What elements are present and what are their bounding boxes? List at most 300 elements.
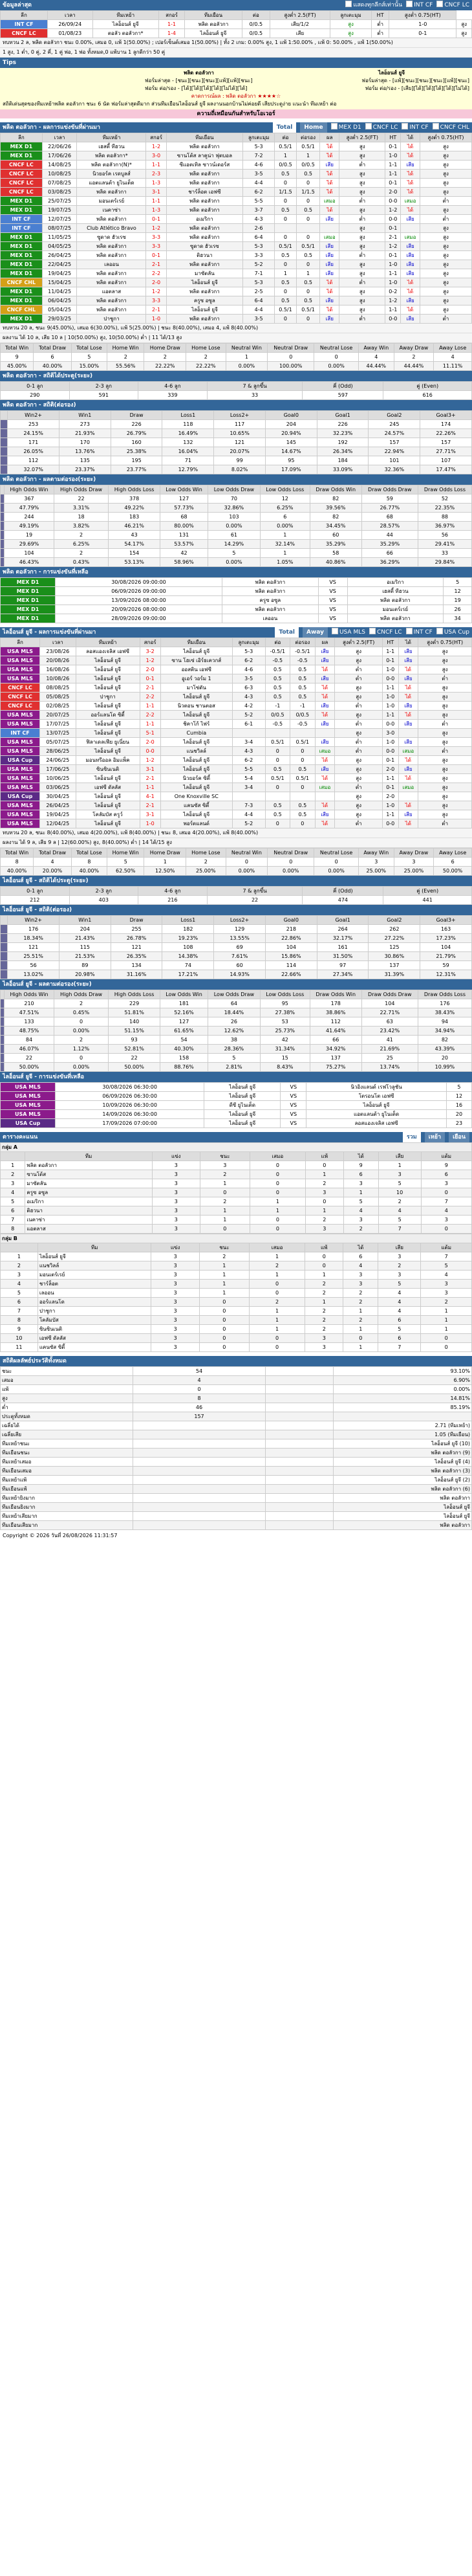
checkbox-icon[interactable] bbox=[436, 628, 443, 634]
table-cell[interactable]: พลิด ตอลัวกา bbox=[185, 20, 242, 29]
table-cell[interactable]: มอนเตร์เรย์ bbox=[38, 1271, 151, 1280]
table-cell: 121 bbox=[8, 943, 59, 952]
table-cell[interactable]: ไลอ็อนส์ ยูจี bbox=[166, 278, 242, 287]
table-row bbox=[1, 961, 472, 970]
league-badge[interactable]: MEX D1 bbox=[1, 578, 56, 587]
checkbox-icon[interactable] bbox=[433, 123, 439, 129]
table-cell[interactable]: แคนซัส ซิตี้ bbox=[38, 1343, 151, 1352]
table-cell[interactable]: พลิด ตอลัวกา bbox=[77, 242, 146, 251]
table-cell: 3 bbox=[151, 1334, 199, 1343]
table-cell[interactable]: พลิด ตอลัวกา bbox=[77, 215, 146, 224]
table-cell[interactable]: ไลอ็อนส์ ยูจี bbox=[76, 656, 140, 665]
table-cell[interactable]: อเมริกา bbox=[25, 1197, 152, 1206]
table-cell[interactable]: ปาชูกา bbox=[38, 1307, 151, 1316]
tips-box bbox=[0, 68, 472, 109]
filter-option[interactable]: INT CF bbox=[402, 122, 428, 133]
league-badge[interactable]: CNCF LC bbox=[1, 29, 48, 38]
table-row bbox=[1, 224, 472, 233]
league-badge[interactable]: MEX D1 bbox=[1, 296, 43, 305]
table-cell[interactable]: ไลอ็อนส์ ยูจี bbox=[160, 738, 232, 747]
table-cell: 3-1 bbox=[140, 810, 160, 819]
table-cell[interactable]: ปาชูกา bbox=[77, 315, 146, 324]
table-cell: 1-1 bbox=[146, 197, 166, 206]
league-badge[interactable]: CNCF LC bbox=[1, 179, 43, 188]
checkbox-icon[interactable] bbox=[365, 123, 372, 129]
table-cell: 29.84% bbox=[418, 558, 471, 567]
table-cell[interactable]: เลออน bbox=[222, 614, 318, 623]
filter-option[interactable]: INT CF bbox=[406, 0, 433, 10]
table-cell[interactable]: ไลอ็อนส์ ยูจี bbox=[160, 693, 232, 702]
league-badge[interactable]: USA MLS bbox=[1, 819, 40, 828]
table-cell[interactable]: ไลอ็อนส์ ยูจี bbox=[76, 801, 140, 810]
table-cell: 22.22% bbox=[186, 362, 226, 371]
table-cell[interactable]: ไลอ็อนส์ ยูจี bbox=[166, 305, 242, 315]
table-cell[interactable]: นิวยอร์ค ซิตี้ bbox=[160, 774, 232, 783]
table-cell[interactable]: ไลอ็อนส์ ยูจี bbox=[160, 756, 232, 765]
filter-option[interactable]: CNCF LC bbox=[365, 122, 398, 133]
table-cell[interactable]: ออสติน เอฟซี bbox=[160, 665, 232, 674]
table-cell: 121 bbox=[111, 943, 162, 952]
league-badge[interactable]: USA MLS bbox=[1, 647, 40, 656]
table-cell[interactable]: พลิด ตอลัวกา bbox=[166, 142, 242, 151]
table-cell[interactable]: Club Atlético Bravo bbox=[77, 224, 146, 233]
table-cell: 22.66% bbox=[265, 970, 317, 979]
table-cell[interactable]: ไลอ็อนส์ ยูจี bbox=[160, 647, 232, 656]
table-cell: 6 bbox=[34, 353, 72, 362]
table-row bbox=[1, 702, 472, 711]
table-cell: 36.29% bbox=[361, 558, 418, 567]
table-cell: 0 bbox=[199, 1298, 249, 1307]
table-header-row bbox=[1, 1243, 472, 1252]
table-cell[interactable]: โตรอนโต เอฟซี bbox=[306, 1092, 447, 1101]
league-badge[interactable]: INT CF bbox=[1, 224, 43, 233]
column-header: คู่ (Even) bbox=[383, 887, 472, 896]
table-cell[interactable]: เฮสตี้ ทีฮวน bbox=[77, 142, 146, 151]
tab-away-recent-header-0[interactable]: Total bbox=[275, 627, 299, 638]
table-cell[interactable]: ชิคาโก้ ไฟร์ bbox=[160, 720, 232, 729]
filter-option[interactable]: USA MLS bbox=[332, 627, 365, 638]
table-cell[interactable]: ไลอ็อนส์ ยูจี bbox=[76, 674, 140, 683]
column-header: Total Win bbox=[1, 344, 34, 353]
table-cell[interactable]: ไลอ็อนส์ ยูจี bbox=[204, 1110, 281, 1119]
table-cell[interactable]: โคลัมบัส bbox=[38, 1316, 151, 1325]
table-cell[interactable]: มอนทรีออล อิมแพ็ค bbox=[76, 756, 140, 765]
table-cell: 216 bbox=[138, 896, 208, 905]
table-cell: 3 bbox=[378, 1170, 421, 1179]
league-badge[interactable]: USA MLS bbox=[1, 774, 40, 783]
table-cell: 0.00% bbox=[54, 1063, 109, 1072]
table-cell[interactable]: Cumbia bbox=[160, 729, 232, 738]
filter-option[interactable]: CNCF CHL bbox=[433, 122, 469, 133]
league-badge[interactable]: USA MLS bbox=[1, 1101, 56, 1110]
table-cell[interactable]: ซินซินเนติ bbox=[38, 1325, 151, 1334]
league-badge[interactable]: USA MLS bbox=[1, 665, 40, 674]
table-cell[interactable]: ลอสแองเจลิส เอฟซี bbox=[76, 647, 140, 656]
table-cell[interactable]: พลิด ตอลัวกา bbox=[166, 170, 242, 179]
league-badge[interactable]: MEX D1 bbox=[1, 251, 43, 260]
league-badge[interactable]: USA MLS bbox=[1, 674, 40, 683]
table-cell[interactable]: ซานโต้ส ลาคูน่า ฟุตบอล bbox=[166, 151, 242, 161]
league-badge[interactable]: CNCF LC bbox=[1, 161, 43, 170]
checkbox-icon[interactable] bbox=[436, 1, 443, 7]
table-cell: 0 bbox=[343, 1334, 378, 1343]
table-cell[interactable]: ไลอ็อนส์ ยูจี bbox=[76, 720, 140, 729]
table-cell[interactable]: มาซัตลัน bbox=[166, 269, 242, 278]
table-cell: 0.00% bbox=[226, 867, 268, 876]
table-cell[interactable]: ครูซ อซูล bbox=[222, 596, 318, 605]
table-cell: 89 bbox=[59, 961, 111, 970]
table-cell: 52.81% bbox=[109, 1045, 160, 1054]
league-badge[interactable]: USA MLS bbox=[1, 1083, 56, 1092]
table-cell[interactable]: พลิด ตอลัวกา(N)* bbox=[77, 161, 146, 170]
table-cell[interactable]: แอตลาส bbox=[77, 287, 146, 296]
table-cell[interactable]: พลิด ตอลัวกา bbox=[77, 278, 146, 287]
table-cell[interactable]: ซูดาด ฮัวเรซ bbox=[166, 242, 242, 251]
table-cell[interactable]: อเมริกา bbox=[166, 215, 242, 224]
table-cell[interactable]: พลิด ตอลัวกา bbox=[77, 305, 146, 315]
table-cell[interactable]: ไลอ็อนส์ ยูจี bbox=[38, 1252, 151, 1261]
stat-value: ไลอ็อนส์ ยูจี bbox=[334, 1503, 472, 1512]
table-cell: สูง bbox=[418, 729, 472, 738]
tab-standings-header-0[interactable]: รวม bbox=[403, 1132, 421, 1142]
table-cell[interactable]: เฮสตี้ ทีฮวน bbox=[347, 587, 444, 596]
league-badge[interactable]: MEX D1 bbox=[1, 260, 43, 269]
league-badge[interactable]: MEX D1 bbox=[1, 605, 56, 614]
table-cell[interactable]: ซินซินเนติ bbox=[76, 765, 140, 774]
table-cell: 161 bbox=[317, 943, 369, 952]
table-cell: 3 bbox=[151, 1271, 199, 1280]
filter-option[interactable]: INT CF bbox=[406, 627, 433, 638]
table-cell[interactable]: ไลอ็อนส์ ยูจี bbox=[204, 1092, 281, 1101]
table-cell[interactable]: พลิด ตอลัวกา bbox=[166, 260, 242, 269]
column-header: ลูกเตะมุม bbox=[232, 638, 265, 647]
row-label bbox=[1, 429, 8, 438]
table-cell: 0.5/1 bbox=[265, 738, 290, 747]
league-badge[interactable]: INT CF bbox=[1, 20, 48, 29]
table-row bbox=[1, 1179, 472, 1188]
tab-home-recent-header-1[interactable]: Home bbox=[300, 122, 327, 133]
filter-option[interactable]: CNCF LC bbox=[369, 627, 402, 638]
table-cell[interactable]: พลิด ตอลัวกา bbox=[77, 188, 146, 197]
table-cell: 0 bbox=[296, 179, 320, 188]
league-badge[interactable]: USA Cup bbox=[1, 756, 40, 765]
column-header: เวลา bbox=[47, 11, 92, 20]
league-badge[interactable]: MEX D1 bbox=[1, 151, 43, 161]
league-badge[interactable]: USA MLS bbox=[1, 801, 40, 810]
table-cell[interactable]: ตอลัว ตอลัวกา* bbox=[92, 29, 158, 38]
table-cell[interactable]: ไลอ็อนส์ ยูจี bbox=[160, 783, 232, 792]
table-cell: สูง bbox=[418, 711, 472, 720]
league-badge[interactable]: USA MLS bbox=[1, 765, 40, 774]
table-cell: 38.43% bbox=[418, 1008, 471, 1017]
table-cell[interactable]: แอตแลนต้า ยูไนเต็ด bbox=[77, 179, 146, 188]
table-cell[interactable]: ไลอ็อนส์ ยูจี bbox=[76, 792, 140, 801]
table-cell: 2 bbox=[107, 353, 144, 362]
league-badge[interactable]: MEX D1 bbox=[1, 269, 43, 278]
table-cell[interactable]: แนชวิลล์ bbox=[38, 1261, 151, 1271]
league-badge[interactable]: USA MLS bbox=[1, 720, 40, 729]
table-cell[interactable]: พลิด ตอลัวกา bbox=[25, 1161, 152, 1170]
table-cell: สูง bbox=[335, 765, 383, 774]
table-cell[interactable]: ติฮวนา bbox=[166, 251, 242, 260]
league-badge[interactable]: MEX D1 bbox=[1, 233, 43, 242]
table-cell[interactable]: พลิด ตอลัวกา bbox=[77, 269, 146, 278]
tab-away-recent-header-1[interactable]: Away bbox=[303, 627, 328, 638]
table-cell: เสีย bbox=[315, 674, 335, 683]
checkbox-icon[interactable] bbox=[345, 1, 352, 7]
column-header: ลีก bbox=[1, 11, 48, 20]
table-cell[interactable]: แอตลาส bbox=[25, 1225, 152, 1234]
league-badge[interactable]: USA Cup bbox=[1, 1119, 56, 1128]
table-cell: 40.86% bbox=[310, 558, 361, 567]
tab-standings-header-1[interactable]: เหย้า bbox=[425, 1132, 445, 1142]
table-cell[interactable]: ซีแอตเทิล ซาวน์เดอร์ส bbox=[166, 161, 242, 170]
checkbox-icon[interactable] bbox=[369, 628, 376, 634]
league-badge[interactable]: USA MLS bbox=[1, 1092, 56, 1101]
table-cell[interactable]: ครูซ อซูล bbox=[25, 1188, 152, 1197]
table-cell: 53.57% bbox=[160, 540, 208, 549]
table-cell[interactable]: พลิด ตอลัวกา bbox=[166, 179, 242, 188]
table-row bbox=[1, 747, 472, 756]
stat-value: ไลอ็อนส์ ยูจี (2) bbox=[334, 1476, 472, 1485]
table-cell[interactable]: One Knoxville SC bbox=[160, 792, 232, 801]
column-header: Total Draw bbox=[34, 344, 72, 353]
filter-option[interactable]: USA Cup bbox=[436, 627, 469, 638]
table-cell[interactable]: พลิด ตอลัวกา bbox=[166, 233, 242, 242]
table-cell: 2 bbox=[200, 1170, 250, 1179]
table-cell[interactable]: ชาร์ล็อต bbox=[38, 1280, 151, 1289]
league-badge[interactable]: MEX D1 bbox=[1, 242, 43, 251]
stat-label: ทีมเยือนเสียมาก bbox=[1, 1521, 133, 1530]
league-badge[interactable]: CNCF LC bbox=[1, 188, 43, 197]
league-badge[interactable]: CNCF CHL bbox=[1, 278, 43, 287]
table-cell[interactable]: พลิด ตอลัวกา bbox=[77, 251, 146, 260]
table-cell[interactable]: ไลอ็อนส์ ยูจี bbox=[160, 765, 232, 774]
checkbox-icon[interactable] bbox=[406, 1, 413, 7]
tab-standings-header-2[interactable]: เยือน bbox=[449, 1132, 469, 1142]
table-cell[interactable]: ไลอ็อนส์ ยูจี bbox=[76, 747, 140, 756]
table-cell[interactable]: ปาชูกา bbox=[76, 693, 140, 702]
table-cell: ต่ำ bbox=[335, 665, 383, 674]
table-cell[interactable]: นิวอิงแลนด์ เรฟโวลูชัน bbox=[306, 1083, 447, 1092]
table-cell: สูง bbox=[420, 269, 471, 278]
table-cell: สูง bbox=[418, 647, 472, 656]
table-cell[interactable]: ครูซ อซูล bbox=[166, 296, 242, 305]
table-cell: 2-5 bbox=[243, 287, 275, 296]
table-cell: 8 bbox=[1, 1316, 38, 1325]
table-cell[interactable]: พลิด ตอลัวกา bbox=[347, 614, 444, 623]
table-cell: สูง bbox=[339, 206, 385, 215]
table-cell[interactable]: ซูดาด ฮัวเรซ bbox=[77, 233, 146, 242]
table-cell[interactable]: ไลอ็อนส์ ยูจี bbox=[160, 711, 232, 720]
table-cell[interactable]: ไลอ็อนส์ ยูจี bbox=[306, 1101, 447, 1110]
table-cell[interactable]: ซานโต้ส bbox=[25, 1170, 152, 1179]
table-cell: 0 bbox=[199, 1316, 249, 1325]
league-badge[interactable]: MEX D1 bbox=[1, 614, 56, 623]
league-badge[interactable]: USA MLS bbox=[1, 1110, 56, 1119]
table-cell[interactable]: พลิด ตอลัวกา* bbox=[77, 151, 146, 161]
league-badge[interactable]: CNCF CHL bbox=[1, 305, 43, 315]
league-badge[interactable]: CNCF LC bbox=[1, 702, 40, 711]
table-cell[interactable]: มาซัตลัน bbox=[25, 1179, 152, 1188]
table-cell[interactable]: พลิด ตอลัวกา bbox=[347, 596, 444, 605]
league-badge[interactable]: USA Cup bbox=[1, 792, 40, 801]
table-cell[interactable]: เลออน bbox=[38, 1289, 151, 1298]
table-cell: 2-0 bbox=[385, 188, 401, 197]
league-badge[interactable]: CNCF LC bbox=[1, 693, 40, 702]
table-cell[interactable]: พลิด ตอลัวกา bbox=[222, 605, 318, 614]
table-cell: 1 bbox=[1, 1161, 25, 1170]
checkbox-icon[interactable] bbox=[402, 123, 408, 129]
table-row bbox=[1, 1458, 472, 1467]
table-cell: 157 bbox=[369, 438, 420, 447]
table-cell: 6-1 bbox=[232, 720, 265, 729]
checkbox-icon[interactable] bbox=[331, 123, 338, 129]
table-cell[interactable]: ไลอ็อนส์ ยูจี bbox=[185, 29, 242, 38]
table-cell[interactable]: ชาร์ล็อต เอฟซี bbox=[166, 188, 242, 197]
table-cell[interactable]: ไลอ็อนส์ ยูจี bbox=[76, 702, 140, 711]
table-cell[interactable]: ไลอ็อนส์ ยูจี bbox=[76, 774, 140, 783]
table-cell[interactable]: มอนเตร์เรย์ bbox=[77, 197, 146, 206]
table-cell bbox=[232, 792, 265, 801]
league-badge[interactable]: CNCF LC bbox=[1, 683, 40, 693]
filter-option[interactable]: แสดงทุกลีกส์เท่านั้น bbox=[345, 0, 402, 10]
table-cell[interactable]: พลิด ตอลัวกา bbox=[77, 296, 146, 305]
table-cell[interactable]: ไลอ็อนส์ ยูจี bbox=[204, 1119, 281, 1128]
table-cell: 101 bbox=[369, 456, 420, 465]
table-cell[interactable]: ไลอ็อนส์ ยูจี bbox=[76, 683, 140, 693]
table-cell[interactable]: เอฟซี ดัลลัส bbox=[76, 783, 140, 792]
table-cell: ได้ bbox=[401, 179, 420, 188]
league-badge[interactable]: MEX D1 bbox=[1, 197, 43, 206]
table-cell[interactable]: ติฮวนา bbox=[25, 1206, 152, 1216]
league-badge[interactable]: MEX D1 bbox=[1, 587, 56, 596]
table-cell: สูง bbox=[339, 242, 385, 251]
table-cell[interactable]: มอนเตร์เรย์ bbox=[347, 605, 444, 614]
table-cell[interactable]: ไลอ็อนส์ ยูจี bbox=[76, 729, 140, 738]
table-cell: 1 bbox=[249, 1307, 305, 1316]
table-cell[interactable]: ไลอ็อนส์ ยูจี bbox=[160, 810, 232, 819]
table-cell[interactable]: อูเอร์ วอร์ม 1 bbox=[160, 674, 232, 683]
away-recent-header-title: ไลอ็อนส์ ยูจี - ผลการแข่งขันที่ผ่านมา bbox=[3, 629, 96, 636]
table-cell[interactable]: พลิด ตอลัวกา bbox=[166, 287, 242, 296]
table-cell: 82 bbox=[310, 513, 361, 522]
table-cell[interactable]: ไลอ็อนส์ ยูจี bbox=[204, 1083, 281, 1092]
table-cell: 1-1 bbox=[385, 161, 401, 170]
league-badge[interactable]: USA MLS bbox=[1, 738, 40, 747]
league-badge[interactable]: INT CF bbox=[1, 729, 40, 738]
league-badge[interactable]: USA MLS bbox=[1, 656, 40, 665]
table-cell[interactable]: อเมริกา bbox=[347, 578, 444, 587]
table-row bbox=[1, 1385, 472, 1394]
table-cell[interactable]: พลิด ตอลัวกา bbox=[222, 587, 318, 596]
table-cell[interactable]: เลออน bbox=[77, 260, 146, 269]
league-badge[interactable]: USA MLS bbox=[1, 810, 40, 819]
table-cell[interactable]: ออร์แลนโด bbox=[38, 1298, 151, 1307]
table-cell[interactable]: พอร์ตแลนด์ bbox=[160, 819, 232, 828]
filter-option[interactable]: CNCF LC bbox=[436, 0, 469, 10]
league-badge[interactable]: USA MLS bbox=[1, 747, 40, 756]
column-header: สูงต่ำ 2.5(FT) bbox=[339, 133, 385, 142]
table-cell: 53 bbox=[260, 1017, 310, 1027]
tab-home-recent-header-0[interactable]: Total bbox=[273, 122, 297, 133]
checkbox-icon[interactable] bbox=[406, 628, 413, 634]
table-cell: 253 bbox=[8, 420, 59, 429]
table-cell: 20.94% bbox=[265, 429, 317, 438]
table-cell: -0.5/1 bbox=[290, 647, 316, 656]
table-cell: ได้ bbox=[398, 801, 418, 810]
table-cell: 26.34% bbox=[317, 447, 369, 456]
league-badge[interactable]: MEX D1 bbox=[1, 142, 43, 151]
table-cell: 50.00% bbox=[434, 867, 472, 876]
table-cell: 22 bbox=[207, 896, 303, 905]
table-cell[interactable]: แอตแลนต้า ยูไนเต็ด bbox=[306, 1110, 447, 1119]
league-badge[interactable]: MEX D1 bbox=[1, 315, 43, 324]
league-badge[interactable]: CNCF LC bbox=[1, 170, 43, 179]
column-header: แต้ม bbox=[421, 1243, 472, 1252]
table-cell[interactable]: ฟิลาเดลเฟีย ยูเนี่ยน bbox=[76, 738, 140, 747]
table-cell[interactable]: พลิด ตอลัวกา bbox=[166, 224, 242, 233]
table-cell: 1 bbox=[275, 269, 296, 278]
table-cell: 12.31% bbox=[420, 970, 472, 979]
league-badge[interactable]: USA MLS bbox=[1, 783, 40, 792]
table-cell[interactable]: มาโซ่ตัน bbox=[160, 683, 232, 693]
filter-option[interactable]: MEX D1 bbox=[331, 122, 361, 133]
table-cell: 1-1 bbox=[385, 305, 401, 315]
league-badge[interactable]: MEX D1 bbox=[1, 287, 43, 296]
table-cell: 0.5 bbox=[265, 693, 290, 702]
table-cell[interactable]: พลิด ตอลัวกา bbox=[166, 315, 242, 324]
table-cell: 17.21% bbox=[162, 970, 214, 979]
table-cell[interactable]: นิวตอน ชานตอส bbox=[160, 702, 232, 711]
table-cell[interactable]: ดีซี ยูไนเต็ด bbox=[204, 1101, 281, 1110]
table-cell: 02/08/25 bbox=[40, 702, 76, 711]
table-cell: 3 bbox=[151, 1343, 199, 1352]
table-cell: 3 bbox=[152, 1197, 200, 1206]
table-cell[interactable]: โคลัมบัส ครูว์ bbox=[76, 810, 140, 819]
table-cell[interactable]: เนคาซ่า bbox=[25, 1216, 152, 1225]
table-cell[interactable]: พลิด ตอลัวกา bbox=[166, 206, 242, 215]
league-badge[interactable]: MEX D1 bbox=[1, 596, 56, 605]
table-cell: 7 bbox=[378, 1225, 421, 1234]
league-badge[interactable]: USA MLS bbox=[1, 711, 40, 720]
table-cell: 45.00% bbox=[1, 362, 34, 371]
table-row bbox=[1, 1252, 472, 1261]
table-cell[interactable]: นิวยอร์ค เรดบูลส์ bbox=[77, 170, 146, 179]
table-cell[interactable]: เอฟซี ดัลลัส bbox=[38, 1334, 151, 1343]
league-badge[interactable]: INT CF bbox=[1, 215, 43, 224]
table-cell[interactable]: แนชวิลล์ bbox=[160, 747, 232, 756]
stat-label: ทีมเยือนยิงมาก bbox=[1, 1503, 133, 1512]
table-cell[interactable]: ลอสแองเจลิส เอฟซี bbox=[306, 1119, 447, 1128]
table-cell[interactable]: ออร์แลนโด ซิตี้ bbox=[76, 711, 140, 720]
table-cell[interactable]: ไลอ็อนส์ ยูจี bbox=[92, 20, 158, 29]
table-cell[interactable]: ไลอ็อนส์ ยูจี bbox=[76, 665, 140, 674]
table-cell[interactable]: ซาน โฮเซ่ เอิร์ธเควกส์ bbox=[160, 656, 232, 665]
table-cell[interactable]: แคนซัส ซิตี้ bbox=[160, 801, 232, 810]
table-cell[interactable]: ไลอ็อนส์ ยูจี bbox=[76, 819, 140, 828]
table-cell[interactable]: พลิด ตอลัวกา bbox=[222, 578, 318, 587]
checkbox-icon[interactable] bbox=[332, 628, 338, 634]
table-cell[interactable]: พลิด ตอลัวกา bbox=[166, 197, 242, 206]
column-header: สูงต่ำ 2.5(FT) bbox=[270, 11, 330, 20]
league-badge[interactable]: MEX D1 bbox=[1, 206, 43, 215]
table-cell: 3 bbox=[306, 1225, 344, 1234]
table-cell: 12/07/25 bbox=[42, 215, 77, 224]
table-cell[interactable]: เนคาซ่า bbox=[77, 206, 146, 215]
stat-count bbox=[133, 1467, 266, 1476]
table-cell: 66 bbox=[361, 549, 418, 558]
